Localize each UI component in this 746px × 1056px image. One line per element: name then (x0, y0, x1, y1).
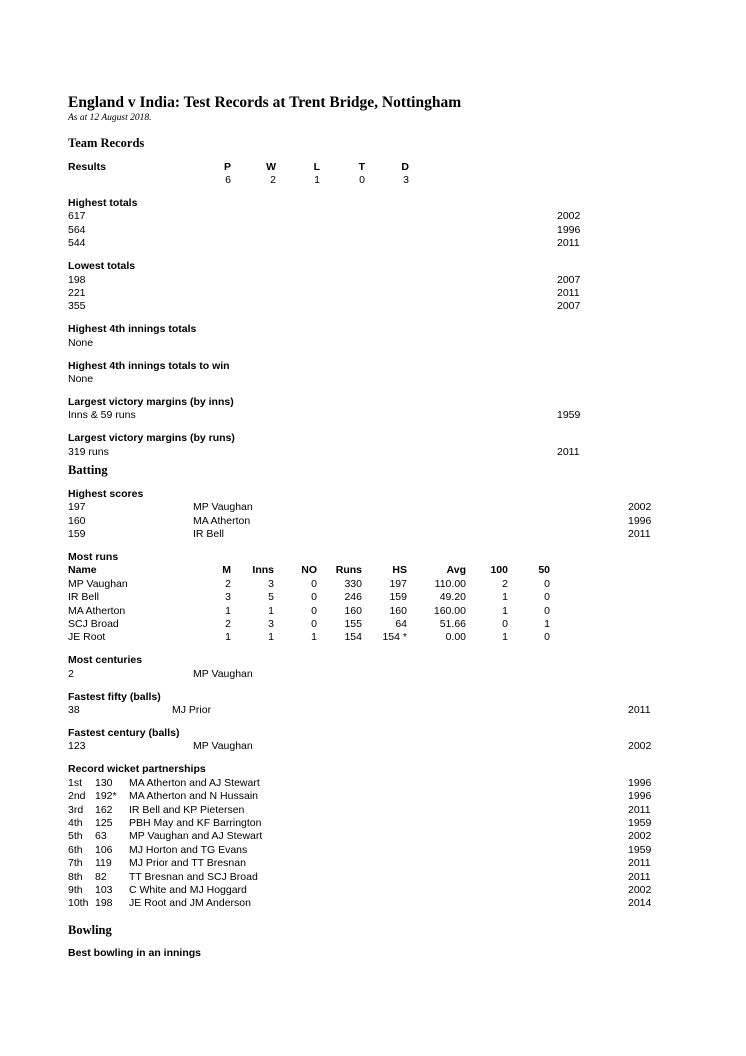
largest-victory-runs-heading: Largest victory margins (by runs) (68, 432, 235, 445)
cell-100: 1 (502, 631, 508, 644)
player-name: MP Vaughan (68, 577, 128, 590)
largest-victory-margin-runs (68, 432, 728, 459)
table-row (68, 618, 728, 631)
partnership-pair: C White and MJ Hoggard (129, 883, 247, 896)
table-row (68, 528, 728, 541)
partnership-pair: MJ Horton and TG Evans (129, 843, 248, 856)
best-bowling-innings-heading: Best bowling in an innings (68, 947, 201, 960)
results-col-t: T (358, 160, 365, 173)
col-hundreds: 100 (490, 564, 508, 577)
score-value: 197 (68, 501, 86, 514)
section-heading-bowling: Bowling (68, 922, 112, 937)
most-runs-heading: Most runs (68, 550, 119, 563)
wicket-label: 5th (68, 830, 83, 843)
cell-runs: 160 (344, 604, 362, 617)
highest-scores-heading: Highest scores (68, 487, 144, 500)
fastest-fifty-heading: Fastest fifty (balls) (68, 690, 161, 703)
cell-hs: 160 (389, 604, 407, 617)
score-year: 2002 (628, 501, 652, 514)
table-row (68, 501, 728, 514)
table-row (68, 857, 728, 870)
cell-hs: 64 (395, 617, 407, 630)
wicket-label: 7th (68, 857, 83, 870)
player-name: JE Root (68, 631, 106, 644)
highest-4th-innings-to-win (68, 360, 728, 387)
cell-runs: 330 (344, 577, 362, 590)
partnership-pair: IR Bell and KP Pietersen (129, 803, 245, 816)
results-played: 6 (225, 173, 231, 186)
partnership-runs: 103 (95, 883, 113, 896)
player-name: IR Bell (68, 591, 99, 604)
partnership-year: 2011 (628, 857, 651, 870)
partnership-year: 2002 (628, 883, 652, 896)
table-row (68, 871, 728, 884)
cell-inns: 3 (268, 617, 274, 630)
total-year: 2007 (557, 300, 581, 313)
total-year: 2007 (557, 273, 581, 286)
total-year: 2011 (557, 286, 580, 299)
total-year: 2011 (557, 237, 580, 250)
cell-no: 0 (311, 577, 317, 590)
most-runs-header-row (68, 564, 728, 577)
margin-year: 2011 (557, 445, 580, 458)
balls-value: 38 (68, 704, 80, 717)
results-drawn: 3 (403, 173, 409, 186)
document-content (68, 0, 728, 961)
table-row (68, 668, 728, 681)
score-year: 1996 (628, 514, 652, 527)
player-name: MA Atherton (193, 514, 251, 527)
table-row (68, 740, 728, 753)
best-bowling-innings (68, 947, 728, 960)
partnership-runs: 119 (95, 857, 112, 870)
table-row (68, 224, 728, 237)
cell-runs: 155 (344, 617, 362, 630)
most-centuries-heading: Most centuries (68, 654, 143, 667)
largest-victory-inns-heading: Largest victory margins (by inns) (68, 396, 234, 409)
player-name: MA Atherton (68, 604, 126, 617)
col-runs: Runs (335, 564, 362, 577)
partnerships-heading: Record wicket partnerships (68, 763, 206, 776)
wicket-label: 10th (68, 897, 89, 910)
section-heading-team-records: Team Records (68, 136, 145, 150)
table-row (68, 446, 728, 459)
results-values-row (68, 174, 728, 187)
cell-hs: 197 (389, 577, 407, 590)
partnership-pair: PBH May and KF Barrington (129, 816, 262, 829)
fastest-century-heading: Fastest century (balls) (68, 727, 180, 740)
most-centuries (68, 654, 728, 681)
cell-inns: 1 (268, 604, 274, 617)
highest-4th-innings (68, 323, 728, 350)
cell-hs: 159 (389, 591, 407, 604)
table-row (68, 704, 728, 717)
cell-no: 0 (311, 604, 317, 617)
partnership-runs: 130 (95, 776, 113, 789)
col-matches: M (222, 564, 231, 577)
partnership-year: 2011 (628, 870, 651, 883)
partnership-runs: 198 (95, 897, 113, 910)
table-row (68, 897, 728, 910)
cell-m: 2 (225, 617, 231, 630)
table-row (68, 790, 728, 803)
cell-50: 0 (544, 604, 550, 617)
table-row (68, 409, 728, 422)
player-name: MP Vaughan (193, 501, 253, 514)
partnership-pair: MJ Prior and TT Bresnan (129, 857, 246, 870)
lowest-totals-heading: Lowest totals (68, 260, 136, 273)
partnership-pair: MA Atherton and AJ Stewart (129, 776, 260, 789)
highest-totals (68, 197, 728, 251)
cell-avg: 160.00 (433, 604, 466, 617)
cell-m: 1 (225, 631, 231, 644)
results-won: 2 (270, 173, 276, 186)
total-value: 544 (68, 237, 86, 250)
margin-year: 1959 (557, 409, 581, 422)
wicket-label: 3rd (68, 803, 84, 816)
player-name: SCJ Broad (68, 617, 119, 630)
results-label: Results (68, 160, 106, 173)
cell-100: 1 (502, 604, 508, 617)
cell-runs: 154 (344, 631, 362, 644)
page-title: England v India: Test Records at Trent Bridge, Nottingham (68, 94, 462, 111)
cell-m: 2 (225, 577, 231, 590)
fastest-century (68, 727, 728, 754)
wicket-label: 1st (68, 776, 83, 789)
highest-4th-innings-value: None (68, 336, 94, 349)
highest-totals-heading: Highest totals (68, 196, 138, 209)
partnership-pair: TT Bresnan and SCJ Broad (129, 870, 258, 883)
partnership-runs: 82 (95, 870, 107, 883)
highest-4th-innings-to-win-heading: Highest 4th innings totals to win (68, 359, 230, 372)
fastest-fifty (68, 691, 728, 718)
cell-inns: 3 (268, 577, 274, 590)
partnership-runs: 63 (95, 830, 107, 843)
highest-scores (68, 488, 728, 542)
margin-value: 319 runs (68, 445, 109, 458)
cell-hs: 154 * (382, 631, 407, 644)
cell-avg: 110.00 (434, 577, 466, 590)
partnership-pair: MP Vaughan and AJ Stewart (129, 830, 263, 843)
col-highscore: HS (392, 564, 407, 577)
cell-runs: 246 (344, 591, 362, 604)
partnership-runs: 106 (95, 843, 113, 856)
cell-inns: 5 (268, 591, 274, 604)
wicket-label: 8th (68, 870, 83, 883)
wicket-label: 9th (68, 883, 83, 896)
results-col-d: D (401, 160, 409, 173)
cell-avg: 0.00 (445, 631, 466, 644)
partnership-year: 1959 (628, 843, 652, 856)
highest-4th-innings-heading: Highest 4th innings totals (68, 323, 197, 336)
partnership-year: 2002 (628, 830, 652, 843)
total-value: 221 (68, 286, 86, 299)
partnership-year: 1959 (628, 816, 652, 829)
largest-victory-margin-inns (68, 396, 728, 423)
table-row (68, 210, 728, 223)
total-value: 198 (68, 273, 86, 286)
section-heading-batting: Batting (68, 463, 108, 478)
record-year: 2002 (628, 740, 652, 753)
table-row (68, 844, 728, 857)
col-name: Name (68, 564, 97, 577)
partnership-pair: JE Root and JM Anderson (129, 897, 251, 910)
table-row (68, 777, 728, 790)
lowest-totals (68, 260, 728, 314)
col-innings: Inns (252, 564, 274, 577)
results-tied: 0 (359, 173, 365, 186)
table-row (68, 591, 728, 604)
results-lost: 1 (314, 173, 320, 186)
cell-50: 0 (544, 577, 550, 590)
partnership-year: 1996 (628, 776, 652, 789)
page-subtitle: As at 12 August 2018. (68, 113, 152, 123)
partnership-pair: MA Atherton and N Hussain (129, 790, 258, 803)
partnership-runs: 162 (95, 803, 113, 816)
cell-no: 0 (311, 617, 317, 630)
player-name: IR Bell (193, 527, 224, 540)
table-row (68, 884, 728, 897)
margin-value: Inns & 59 runs (68, 409, 136, 422)
total-year: 2002 (557, 210, 581, 223)
centuries-value: 2 (68, 667, 74, 680)
cell-50: 0 (544, 591, 550, 604)
total-value: 355 (68, 300, 86, 313)
table-row (68, 804, 728, 817)
cell-100: 0 (502, 617, 508, 630)
cell-50: 1 (544, 617, 550, 630)
cell-no: 0 (311, 591, 317, 604)
partnership-runs: 125 (95, 816, 113, 829)
player-name: MJ Prior (172, 704, 212, 717)
cell-100: 2 (502, 577, 508, 590)
table-row (68, 300, 728, 313)
total-year: 1996 (557, 223, 581, 236)
results-col-p: P (223, 160, 231, 173)
results-col-w: W (266, 160, 276, 173)
score-value: 159 (68, 527, 86, 540)
record-year: 2011 (628, 704, 651, 717)
table-row (68, 237, 728, 250)
cell-avg: 51.66 (439, 617, 466, 630)
cell-avg: 49.20 (439, 591, 466, 604)
table-row (68, 830, 728, 843)
results-header-row (68, 161, 728, 174)
results-col-l: L (313, 160, 320, 173)
results-table (68, 161, 728, 188)
total-value: 564 (68, 223, 86, 236)
col-notout: NO (301, 564, 317, 577)
wicket-label: 2nd (68, 790, 86, 803)
highest-4th-innings-to-win-value: None (68, 373, 94, 386)
score-value: 160 (68, 514, 86, 527)
wicket-label: 6th (68, 843, 83, 856)
partnership-year: 2014 (628, 897, 652, 910)
cell-inns: 1 (268, 631, 274, 644)
balls-value: 123 (68, 740, 86, 753)
col-average: Avg (446, 564, 466, 577)
table-row (68, 605, 728, 618)
partnership-runs: 192* (95, 790, 117, 803)
cell-100: 1 (502, 591, 508, 604)
cell-m: 3 (225, 591, 231, 604)
cell-50: 0 (544, 631, 550, 644)
wicket-label: 4th (68, 816, 83, 829)
score-year: 2011 (628, 527, 651, 540)
cell-no: 1 (311, 631, 317, 644)
partnership-year: 2011 (628, 803, 651, 816)
total-value: 617 (68, 210, 86, 223)
player-name: MP Vaughan (193, 740, 253, 753)
record-wicket-partnerships (68, 763, 728, 910)
table-row (68, 287, 728, 300)
most-runs-table (68, 551, 728, 645)
col-fifties: 50 (538, 564, 550, 577)
cell-m: 1 (225, 604, 231, 617)
table-row (68, 578, 728, 591)
partnership-year: 1996 (628, 790, 652, 803)
table-row (68, 631, 728, 644)
table-row (68, 274, 728, 287)
table-row (68, 515, 728, 528)
table-row (68, 817, 728, 830)
player-name: MP Vaughan (193, 667, 253, 680)
